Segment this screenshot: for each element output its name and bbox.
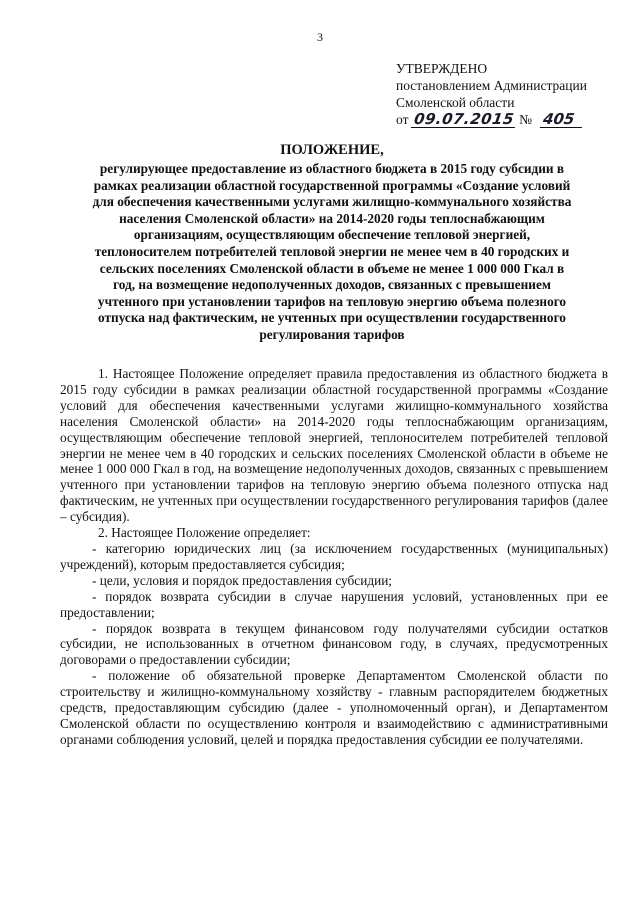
heading-line: населения Смоленской области» на 2014-2020 годы теплоснабжающим xyxy=(119,210,545,226)
approval-date-line xyxy=(396,111,626,128)
heading-line: учтенного при установлении тарифов на тепловую энергию объема полезного xyxy=(97,293,567,309)
heading-line: сельских поселениях Смоленской области в объеме не менее 1 000 000 Гкал в xyxy=(99,260,565,276)
document-body xyxy=(60,366,608,748)
list-item-category: - категорию юридических лиц (за исключением государственных (муниципальных) учреждений), которым предоставляется субсидия; xyxy=(60,540,608,572)
heading-line: организациям, осуществляющим обеспечение тепловой энергией, xyxy=(133,227,531,243)
approval-number: 405 xyxy=(540,112,584,128)
approval-block xyxy=(396,60,626,128)
paragraph-2: 2. Настоящее Положение определяет: xyxy=(98,525,311,541)
document-title: ПОЛОЖЕНИЕ, xyxy=(280,142,384,158)
list-item-return-violation: - порядок возврата субсидии в случае нарушения условий, установленных при ее предоставлении; xyxy=(60,588,608,620)
heading-line: рамках реализации областной государственной программы «Создание условий xyxy=(93,177,571,193)
approval-date: 09.07.2015 xyxy=(412,110,516,128)
heading-line: год, на возмещение недополученных доходов, связанных с превышением xyxy=(113,277,551,293)
heading-line: для обеспечения качественными услугами жилищно-коммунального хозяйства xyxy=(92,194,572,210)
approval-title: УТВЕРЖДЕНО xyxy=(396,61,488,76)
approval-line-2: Смоленской области xyxy=(396,95,515,110)
list-item-return-unused: - порядок возврата в текущем финансовом году получателями субсидии остатков субсидии, не использованных в отчетном финансовом году, в случаях, предусмотренных договорами о предоставлении субсидии; xyxy=(60,620,608,668)
approval-line-1: постановлением Администрации xyxy=(396,78,587,93)
approval-number-label: № xyxy=(519,112,533,127)
approval-prefix: от xyxy=(396,112,409,127)
list-item-goals: - цели, условия и порядок предоставления субсидии; xyxy=(92,572,393,588)
heading-line: регулирующее предоставление из областного бюджета в 2015 году субсидии в xyxy=(99,161,565,176)
heading-line: теплоносителем потребителей тепловой энергии не менее чем в 40 городских и xyxy=(94,243,570,259)
list-item-inspection: - положение об обязательной проверке Департаментом Смоленской области по строительству и жилищно-коммунальному хозяйству - главным распорядителем бюджетных средств, предоставляющим субсидию (далее - уполномоченный орган), и Департаментом Смоленской области по осуществлению контроля и взаимодействию с административными органами соблюдения условий, целей и порядка предоставления субсидии ее получателями. xyxy=(60,668,608,747)
paragraph-1: 1. Настоящее Положение определяет правила предоставления из областного бюджета в 2015 году субсидии в рамках реализации областной государственной программы «Создание условий для обеспечения качественными услугами жилищно-коммунального хозяйства населения Смоленской области» на 2014-2020 годы теплоснабжающим организациям, осуществляющим обеспечение тепловой энергией, теплоносителем потребителей тепловой энергии не менее чем в 40 городских и сельских поселениях Смоленской области в объеме не менее 1 000 000 Гкал в год, на возмещение недополученных доходов, связанных с превышением учтенного при установлении тарифов на тепловую энергию объема полезного отпуска над фактическим, не учтенных при осуществлении государственного регулирования тарифов (далее – субсидия). xyxy=(60,366,608,525)
heading-line: регулирования тарифов xyxy=(259,326,405,342)
document-heading xyxy=(56,142,608,344)
page-number: 3 xyxy=(317,30,323,44)
heading-line: отпуска над фактическим, не учтенных при осуществлении государственного xyxy=(98,310,566,326)
